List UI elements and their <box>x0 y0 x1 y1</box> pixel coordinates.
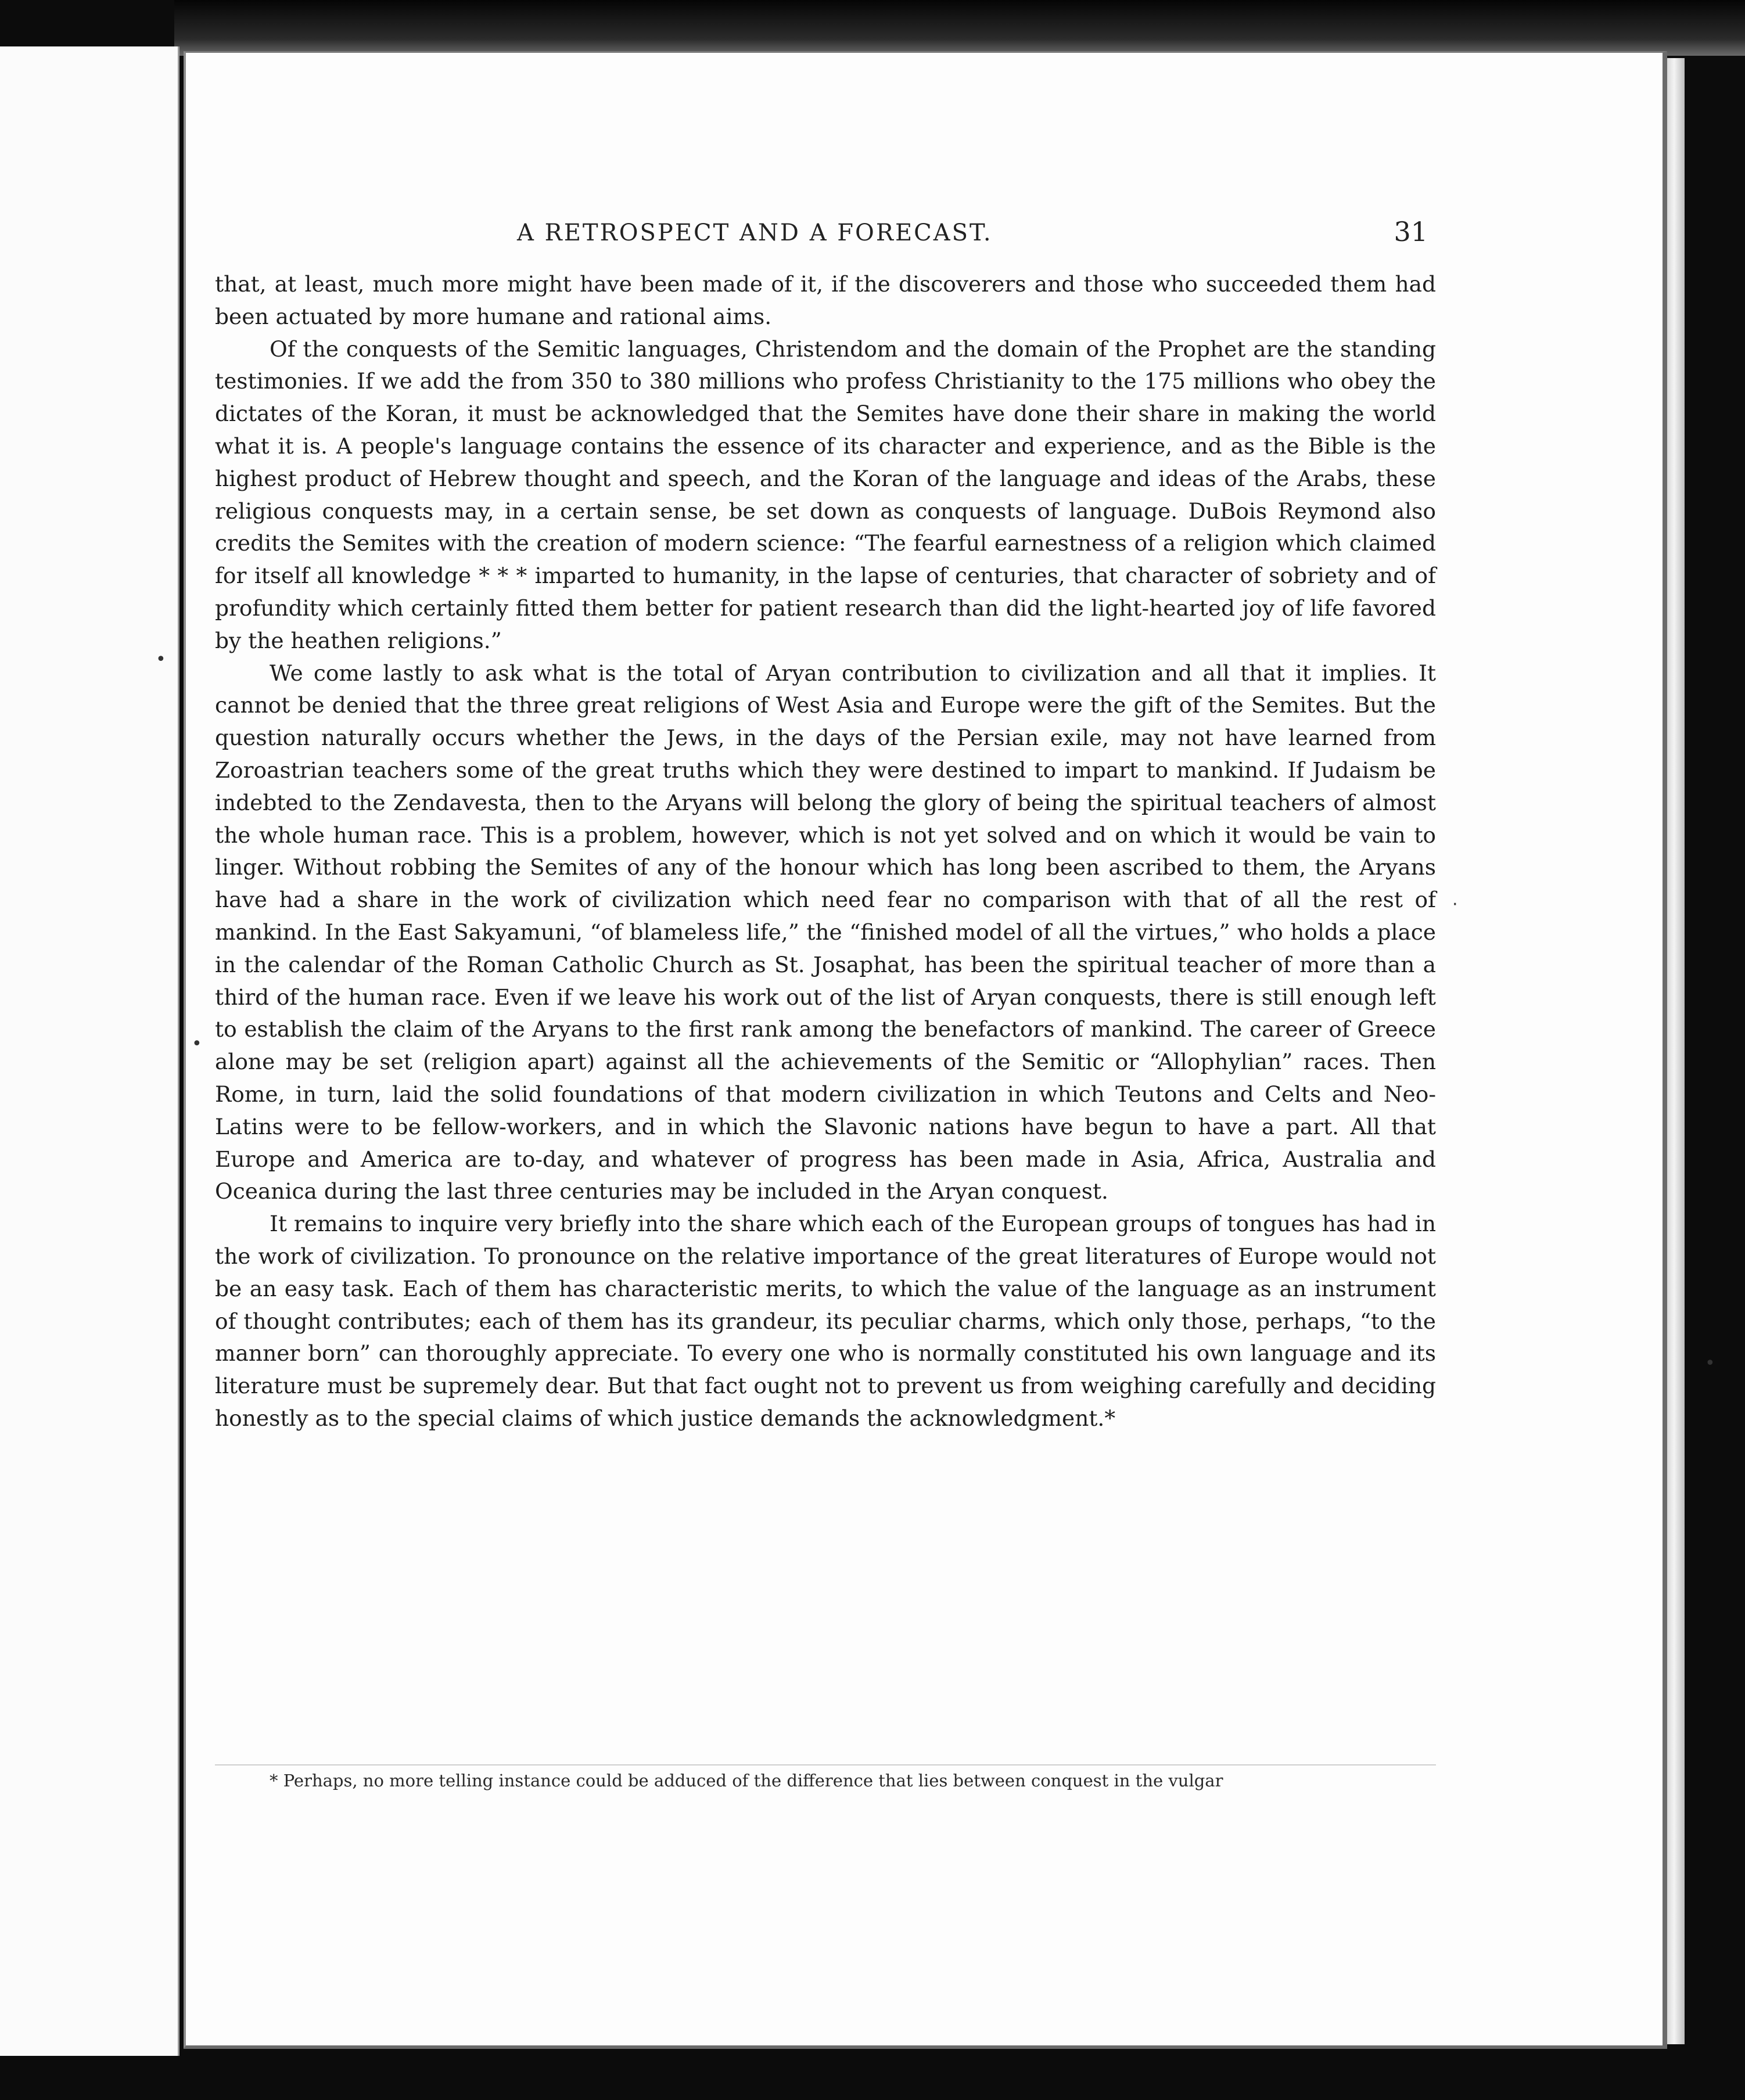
running-head: A RETROSPECT AND A FORECAST. <box>517 220 993 246</box>
scan-speck: • <box>192 1034 202 1054</box>
scan-speck: • <box>156 649 166 670</box>
scan-speck: · <box>1452 894 1458 915</box>
paragraph-1: that, at least, much more might have been made of it, if the discoverers and those who succeeded them had been actuated by more humane and rational aims. <box>215 271 1436 329</box>
page-header <box>215 216 1436 251</box>
footnote-rule <box>215 1764 1436 1765</box>
page-number: 31 <box>1394 216 1428 247</box>
paragraph-3: We come lastly to ask what is the total of Aryan contribution to civilization and all that it implies. It cannot be denied that the three great religions of West Asia and Europe were the gift of the Semites. But the question naturally occurs whether the Jews, in the days of the Persian exile, may not have learned from Zoroastrian teachers some of the great truths which they were destined to impart to mankind. If Judaism be indebted to the Zendavesta, then to the Aryans will belong the glory of being the spiritual teachers of almost the whole human race. This is a problem, however, which is not yet solved and on which it would be vain to linger. Without robbing the Semites of any of the honour which has long been ascribed to them, the Aryans have had a share in the work of civilization which need fear no comparison with that of all the rest of mankind. In the East Sakyamuni, “of blameless life,” the “finished model of all the virtues,” who holds a place in the calendar of the Roman Catholic Church as St. Josaphat, has been the spiritual teacher of more than a third of the human race. Even if we leave his work out of the list of Aryan conquests, there is still enough left to establish the claim of the Aryans to the first rank among the benefactors of mankind. The career of Greece alone may be set (religion apart) against all the achievements of the Semitic or “Allophylian” races. Then Rome, in turn, laid the solid foundations of that modern civilization in which Teutons and Celts and Neo-Latins were to be fellow-workers, and in which the Slavonic nations have begun to have a part. All that Europe and America are to-day, and whatever of progress has been made in Asia, Africa, Australia and Oceanica during the last three centuries may be included in the Aryan conquest. <box>215 660 1436 1204</box>
scan-speck: • <box>1705 1353 1715 1373</box>
paragraph-2: Of the conquests of the Semitic languages, Christendom and the domain of the Prophet are the standing testimonies. If we add the from 350 to 380 millions who profess Christianity to the 175 millions who obey the dictates of the Koran, it must be acknowledged that the Semites have done their share in making the world what it is. A people's language contains the essence of its character and experience, and as the Bible is the highest product of Hebrew thought and speech, and the Koran of the language and ideas of the Arabs, these religious conquests may, in a certain sense, be set down as conquests of language. DuBois Reymond also credits the Semites with the creation of modern science: “The fearful earnestness of a religion which claimed for itself all knowledge * * * imparted to humanity, in the lapse of centuries, that character of sobriety and of profundity which certainly fitted them better for patient research than did the light-hearted joy of life favored by the heathen religions.” <box>215 336 1436 653</box>
previous-page-edge <box>0 46 179 2056</box>
paragraph-4: It remains to inquire very briefly into the share which each of the European groups of tongues has had in the work of civilization. To pronounce on the relative importance of the great literatures of Europe would not be an easy task. Each of them has characteristic merits, to which the value of the language as an instrument of thought contributes; each of them has its grandeur, its peculiar charms, which only those, perhaps, “to the manner born” can thoroughly appreciate. To every one who is normally constituted his own language and its literature must be supremely dear. But that fact ought not to prevent us from weighing carefully and deciding honestly as to the special claims of which justice demands the acknowledgment.* <box>215 1211 1436 1431</box>
page-right-edge <box>1667 58 1685 2044</box>
footnote: * Perhaps, no more telling instance could be adduced of the difference that lies between conquest in the vulgar <box>270 1771 1223 1790</box>
page-top-edge <box>174 0 1745 56</box>
body-text <box>215 268 1436 1435</box>
